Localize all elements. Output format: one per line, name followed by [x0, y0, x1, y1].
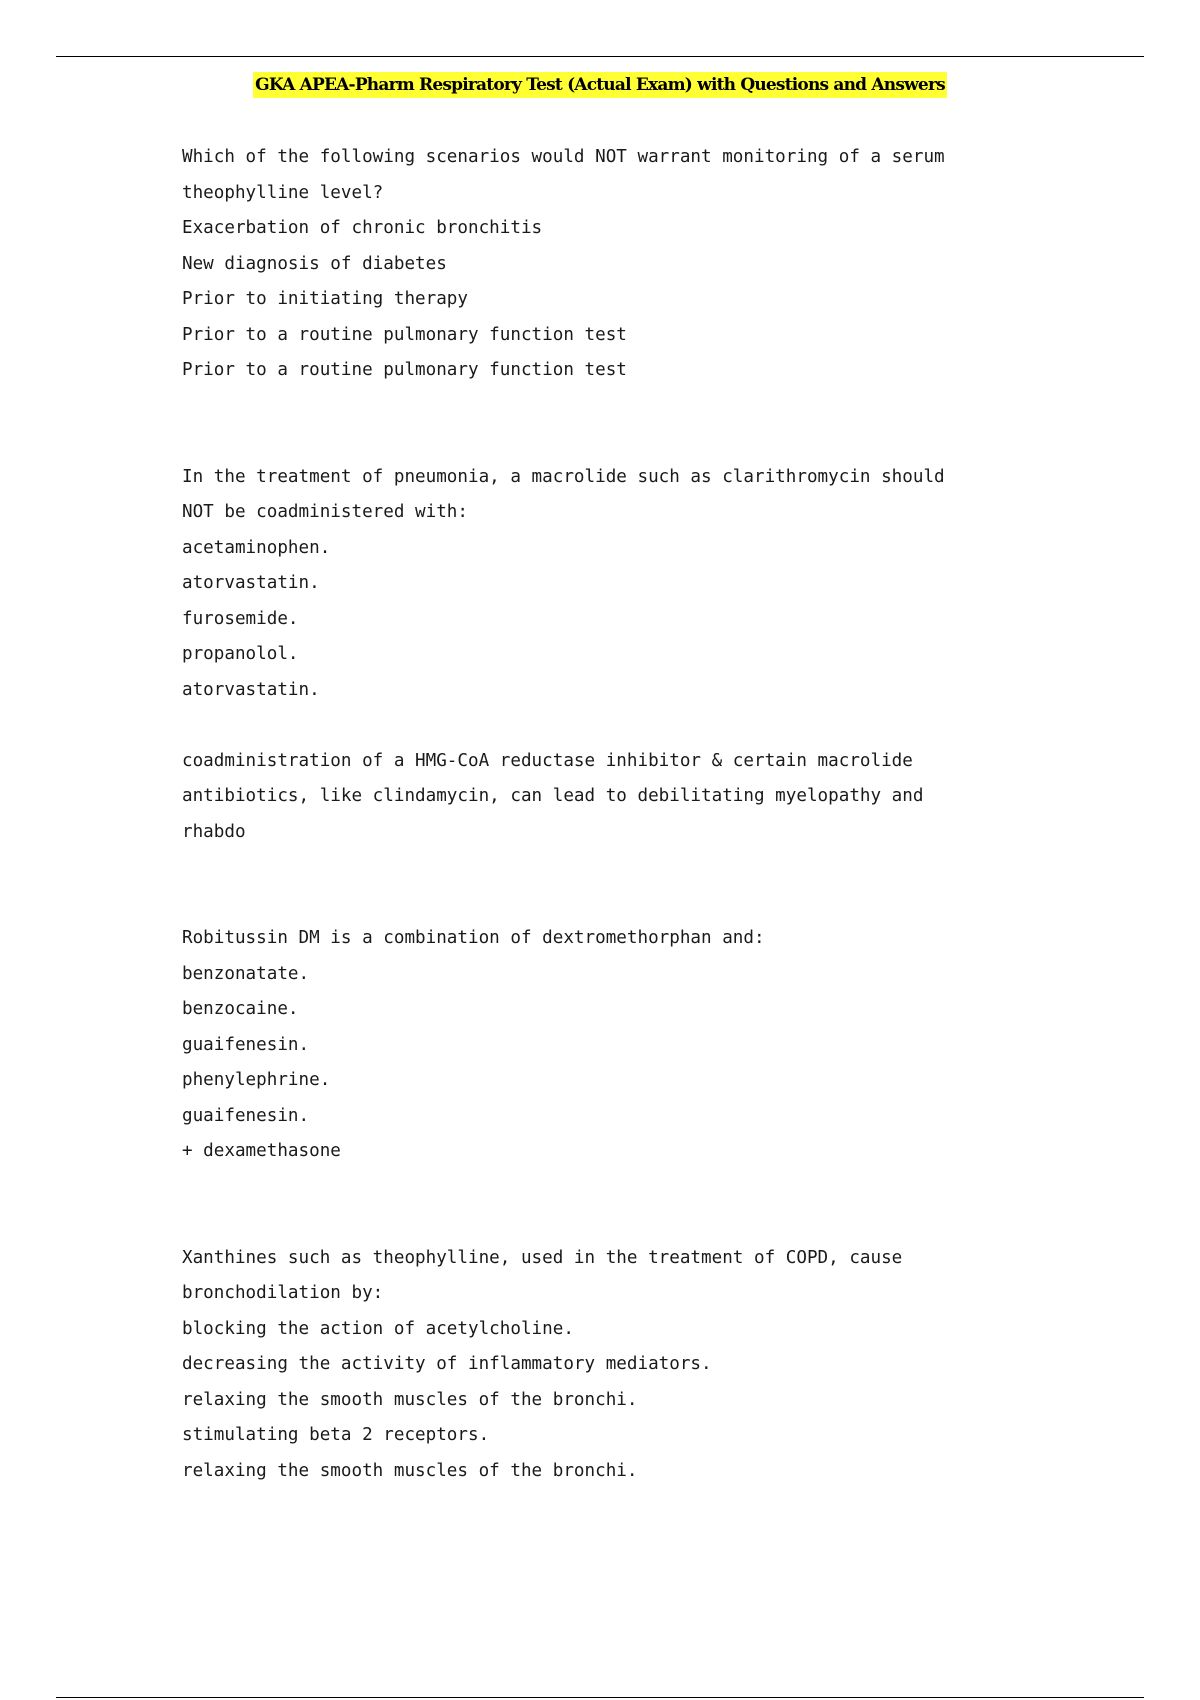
answer-option: phenylephrine.	[182, 1070, 331, 1090]
answer-option: blocking the action of acetylcholine.	[182, 1318, 574, 1339]
question-text: In the treatment of pneumonia, a macrolide such as clarithromycin should	[182, 466, 945, 487]
answer-option: Exacerbation of chronic bronchitis	[182, 218, 543, 238]
answer-option: Prior to a routine pulmonary function test	[182, 324, 627, 345]
rationale-block-macrolide	[182, 744, 1022, 851]
bottom-rule	[56, 1697, 1144, 1698]
rationale-text: rhabdo	[182, 821, 246, 842]
question-text: theophylline level?	[182, 182, 384, 203]
document-body	[182, 140, 1022, 1489]
answer-option: benzocaine.	[182, 999, 299, 1019]
answer-option: benzonatate.	[182, 963, 310, 984]
answer-note: + dexamethasone	[182, 1141, 341, 1161]
answer-option: relaxing the smooth muscles of the bronchi.	[182, 1389, 638, 1410]
question-text: Robitussin DM is a combination of dextromethorphan and:	[182, 928, 765, 948]
spacer	[182, 1170, 1022, 1241]
answer-option: acetaminophen.	[182, 537, 331, 558]
top-rule	[56, 56, 1144, 57]
question-text: NOT be coadministered with:	[182, 502, 468, 522]
correct-answer: relaxing the smooth muscles of the bronchi.	[182, 1460, 638, 1481]
correct-answer: Prior to a routine pulmonary function test	[182, 360, 627, 380]
answer-option: decreasing the activity of inflammatory mediators.	[182, 1354, 712, 1374]
question-block-macrolide	[182, 460, 1022, 709]
answer-option: Prior to initiating therapy	[182, 289, 468, 309]
spacer	[182, 389, 1022, 460]
answer-option: propanolol.	[182, 644, 299, 664]
document-title: GKA APEA-Pharm Respiratory Test (Actual Exam) with Questions and Answers	[253, 72, 947, 98]
question-text: Xanthines such as theophylline, used in the treatment of COPD, cause	[182, 1247, 903, 1268]
answer-option: guaifenesin.	[182, 1034, 310, 1055]
answer-option: furosemide.	[182, 608, 299, 629]
answer-option: New diagnosis of diabetes	[182, 253, 447, 274]
rationale-text: antibiotics, like clindamycin, can lead to debilitating myelopathy and	[182, 786, 924, 806]
answer-option: atorvastatin.	[182, 573, 320, 593]
answer-option: stimulating beta 2 receptors.	[182, 1425, 490, 1445]
spacer	[182, 850, 1022, 921]
rationale-text: coadministration of a HMG-CoA reductase inhibitor & certain macrolide	[182, 750, 913, 771]
question-text: bronchodilation by:	[182, 1283, 384, 1303]
question-block-robitussin	[182, 921, 1022, 1170]
correct-answer: atorvastatin.	[182, 679, 320, 700]
question-block-theophylline-monitoring	[182, 140, 1022, 389]
spacer	[182, 708, 1022, 744]
question-block-xanthines	[182, 1241, 1022, 1490]
title-container	[0, 72, 1200, 98]
correct-answer: guaifenesin.	[182, 1105, 310, 1126]
question-text: Which of the following scenarios would NOT warrant monitoring of a serum	[182, 147, 945, 167]
